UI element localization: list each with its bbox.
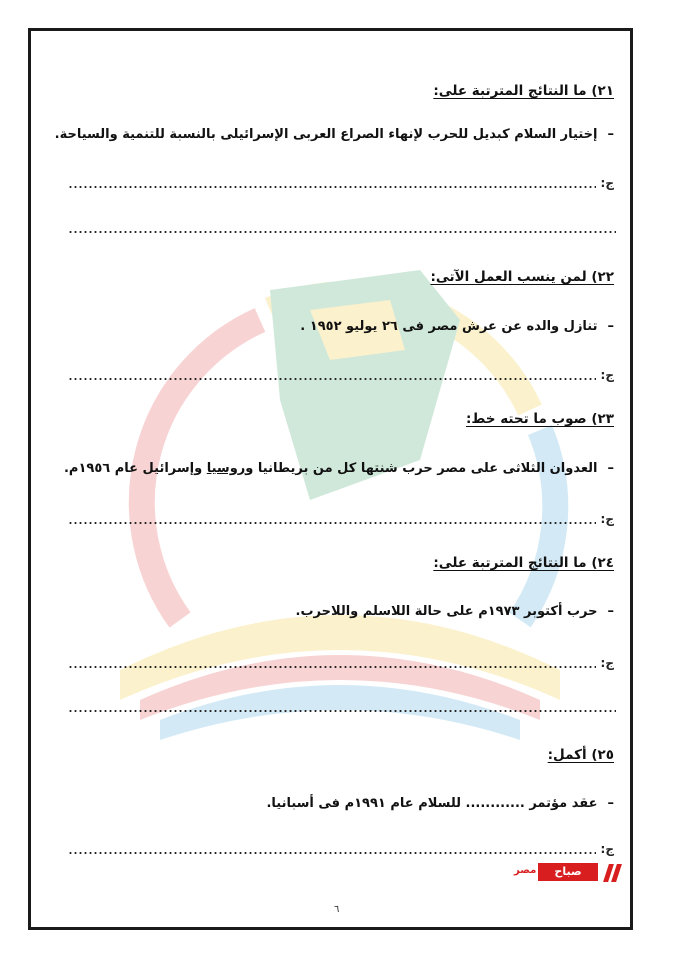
question-21-statement bbox=[55, 127, 614, 142]
logo-suffix: مصر bbox=[514, 865, 537, 876]
answer-line[interactable] bbox=[68, 852, 596, 854]
question-23-heading: ٢٣) صوب ما تحته خط: bbox=[465, 411, 614, 427]
question-23-text-part1: العدوان الثلاثى على مصر حرب شنتها كل من بريطانيا و bbox=[245, 461, 598, 476]
question-22-heading: ٢٢) لمن ينسب العمل الآتى: bbox=[430, 269, 614, 285]
answer-line[interactable] bbox=[68, 378, 596, 380]
question-24-statement bbox=[296, 604, 615, 619]
question-23-text-part2: وإسرائيل عام ١٩٥٦م. bbox=[63, 461, 207, 476]
dash-marker: – bbox=[607, 461, 614, 476]
question-23-underlined-word: روسيا bbox=[206, 461, 246, 476]
question-24-answer-label: ج: bbox=[600, 656, 614, 670]
page-number: ٦ bbox=[334, 904, 340, 915]
answer-line[interactable] bbox=[68, 522, 596, 524]
question-21-text: إختيار السلام كبديل للحرب لإنهاء الصراع العربى الإسرائيلى بالنسبة للتنمية والسياحة. bbox=[54, 127, 598, 142]
question-22-answer-label: ج: bbox=[600, 368, 614, 382]
question-25-statement bbox=[266, 796, 614, 811]
answer-line[interactable] bbox=[68, 231, 616, 233]
question-25-answer-label: ج: bbox=[600, 842, 614, 856]
question-24-heading: ٢٤) ما النتائج المترتبة على: bbox=[433, 555, 614, 571]
question-25-text: عقد مؤتمر ............ للسلام عام ١٩٩١م فى أسبانيا. bbox=[266, 796, 598, 811]
dash-marker: – bbox=[607, 127, 614, 142]
question-23-answer-label: ج: bbox=[600, 512, 614, 526]
dash-marker: – bbox=[607, 319, 614, 334]
question-25-heading: ٢٥) أكمل: bbox=[547, 747, 614, 763]
dash-marker: – bbox=[607, 796, 614, 811]
brand-logo bbox=[514, 862, 624, 884]
question-24-text: حرب أكتوبر ١٩٧٣م على حالة اللاسلم واللاحرب. bbox=[295, 604, 598, 619]
logo-name: صباح bbox=[538, 863, 598, 881]
answer-line[interactable] bbox=[68, 710, 616, 712]
dash-marker: – bbox=[607, 604, 614, 619]
question-22-statement bbox=[300, 319, 614, 334]
answer-line[interactable] bbox=[68, 666, 596, 668]
question-21-heading: ٢١) ما النتائج المترتبة على: bbox=[433, 83, 614, 99]
question-21-answer-label: ج: bbox=[600, 176, 614, 190]
question-22-text: تنازل والده عن عرش مصر فى ٢٦ يوليو ١٩٥٢ . bbox=[300, 319, 598, 334]
question-23-statement bbox=[64, 461, 614, 476]
answer-line[interactable] bbox=[68, 186, 596, 188]
